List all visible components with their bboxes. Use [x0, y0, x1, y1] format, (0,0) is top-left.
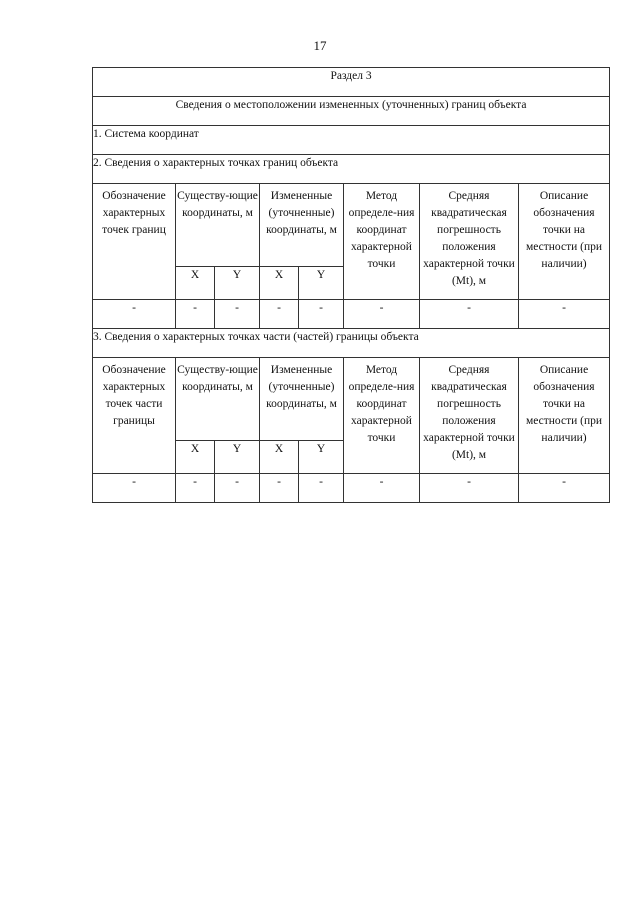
part2-header-changed: Измененные (уточненные) координаты, м [260, 184, 344, 267]
part2-cell-existing-y: - [215, 300, 260, 329]
section-subtitle: Сведения о местоположении измененных (уточненных) границ объекта [93, 97, 610, 126]
section-table [92, 67, 610, 503]
part3-header-designation: Обозначение характерных точек части границы [93, 358, 176, 474]
part3-header-method: Метод определе-ния координат характерной точки [344, 358, 420, 474]
part3-cell-changed-y: - [299, 474, 344, 503]
section-title: Раздел 3 [93, 68, 610, 97]
part2-header-method: Метод определе-ния координат характерной точки [344, 184, 420, 300]
coord-system-label: 1. Система координат [93, 126, 610, 155]
part2-existing-x: X [176, 267, 215, 300]
part3-cell-existing-x: - [176, 474, 215, 503]
part3-header-changed: Измененные (уточненные) координаты, м [260, 358, 344, 441]
part2-header-existing: Существу-ющие координаты, м [176, 184, 260, 267]
part3-cell-error: - [420, 474, 519, 503]
part3-cell-description: - [519, 474, 610, 503]
part2-header-designation: Обозначение характерных точек границ [93, 184, 176, 300]
part2-cell-description: - [519, 300, 610, 329]
part3-header-description: Описание обозначения точки на местности (при наличии) [519, 358, 610, 474]
part2-cell-method: - [344, 300, 420, 329]
part3-header-error: Средняя квадратическая погрешность положения характерной точки (Mt), м [420, 358, 519, 474]
part3-header-existing: Существу-ющие координаты, м [176, 358, 260, 441]
part2-cell-designation: - [93, 300, 176, 329]
part2-title: 2. Сведения о характерных точках границ объекта [93, 155, 610, 184]
part3-cell-changed-x: - [260, 474, 299, 503]
part3-cell-designation: - [93, 474, 176, 503]
part2-cell-existing-x: - [176, 300, 215, 329]
part2-changed-y: Y [299, 267, 344, 300]
part2-changed-x: X [260, 267, 299, 300]
part3-changed-y: Y [299, 441, 344, 474]
part3-cell-existing-y: - [215, 474, 260, 503]
part3-existing-y: Y [215, 441, 260, 474]
part3-cell-method: - [344, 474, 420, 503]
part2-cell-error: - [420, 300, 519, 329]
part3-changed-x: X [260, 441, 299, 474]
part3-title: 3. Сведения о характерных точках части (частей) границы объекта [93, 329, 610, 358]
page-number: 17 [313, 38, 327, 53]
part2-cell-changed-x: - [260, 300, 299, 329]
part2-header-description: Описание обозначения точки на местности (при наличии) [519, 184, 610, 300]
part2-header-error: Средняя квадратическая погрешность положения характерной точки (Mt), м [420, 184, 519, 300]
part3-existing-x: X [176, 441, 215, 474]
part2-existing-y: Y [215, 267, 260, 300]
part2-cell-changed-y: - [299, 300, 344, 329]
